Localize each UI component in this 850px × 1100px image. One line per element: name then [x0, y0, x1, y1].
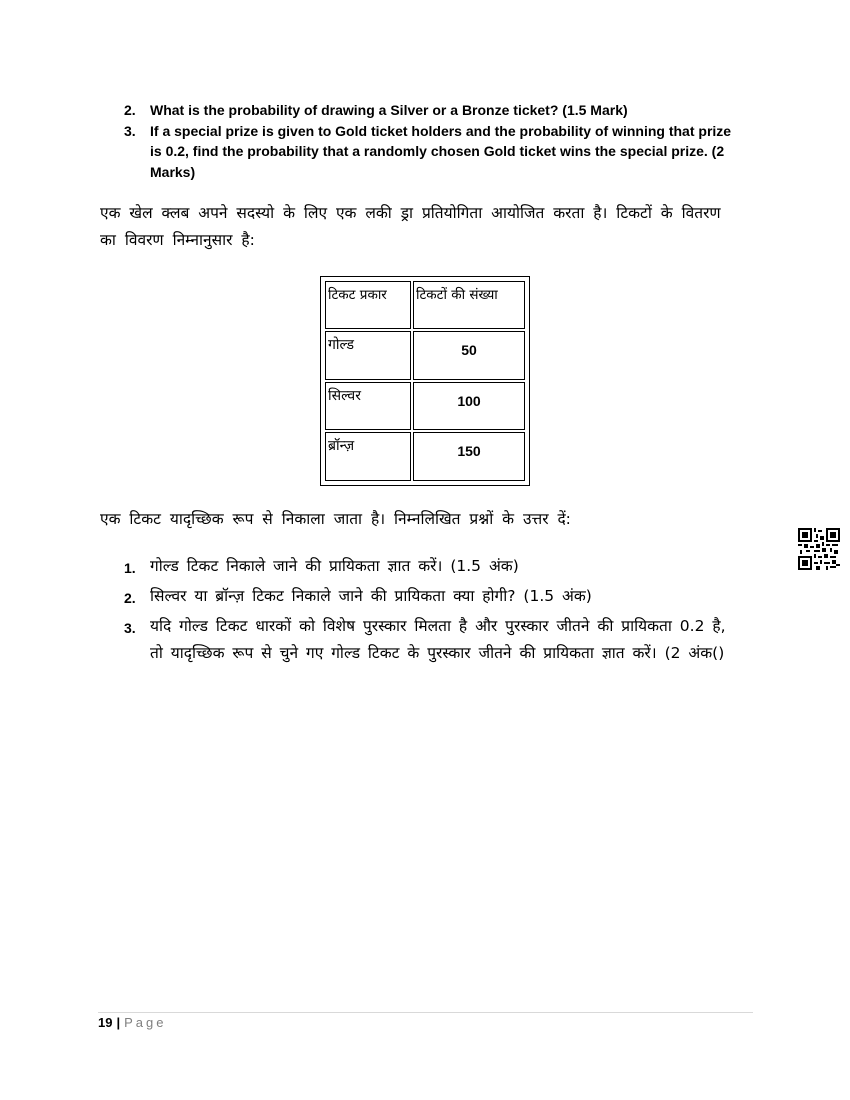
ticket-distribution-table [323, 279, 527, 483]
question-number: 2. [124, 102, 136, 118]
english-question-list [124, 100, 744, 182]
ticket-type-cell: ब्रॉन्ज़ [325, 432, 411, 481]
ticket-table-frame [320, 276, 530, 486]
question-text: What is the probability of drawing a Silver or a Bronze ticket? (1.5 Mark) [150, 102, 628, 118]
question-number: 1. [124, 560, 136, 576]
table-row [325, 382, 525, 431]
page-label: Page [124, 1015, 167, 1030]
question-number: 2. [124, 590, 136, 606]
list-item [124, 121, 744, 183]
footer-separator: | [116, 1015, 121, 1030]
page-footer [98, 1015, 166, 1030]
question-number: 3. [124, 122, 136, 139]
ticket-type-cell: गोल्ड [325, 331, 411, 380]
hindi-question-list [124, 553, 744, 668]
table-header-row [325, 281, 525, 329]
list-item [124, 613, 744, 667]
column-header-ticket-count: टिकटों की संख्या [413, 281, 525, 329]
footer-divider [98, 1012, 753, 1013]
ticket-count-cell: 100 [413, 382, 525, 431]
ticket-type-cell: सिल्वर [325, 382, 411, 431]
table-row [325, 432, 525, 481]
hindi-instruction-paragraph: एक टिकट यादृच्छिक रूप से निकाला जाता है। निम्नलिखित प्रश्नों के उत्तर दें: [100, 510, 571, 528]
page-number: 19 [98, 1015, 113, 1030]
list-item [124, 583, 744, 612]
ticket-count-cell: 50 [413, 331, 525, 380]
question-number: 3. [124, 620, 136, 636]
ticket-count-cell: 150 [413, 432, 525, 481]
hindi-intro-paragraph: एक खेल क्लब अपने सदस्यो के लिए एक लकी ड्रा प्रतियोगिता आयोजित करता है। टिकटों के वितरण का विवरण निम्नानुसार है: [100, 204, 721, 249]
qr-code-icon [798, 528, 840, 570]
table-row [325, 331, 525, 380]
question-text: If a special prize is given to Gold ticket holders and the probability of winning that prize is 0.2, find the probability that a randomly chosen Gold ticket wins the special prize. (2 Marks) [150, 122, 732, 180]
list-item [124, 553, 744, 582]
question-text: यदि गोल्ड टिकट धारकों को विशेष पुरस्कार मिलता है और पुरस्कार जीतने की प्रायिकता 0.2 है, तो यादृच्छिक रूप से चुने गए गोल्ड टिकट के पुरस्कार जीतने की प्रायिकता ज्ञात करें। (2 अंक() [150, 617, 726, 662]
list-item [124, 100, 744, 121]
question-text: गोल्ड टिकट निकाले जाने की प्रायिकता ज्ञात करें। (1.5 अंक) [150, 557, 519, 575]
column-header-ticket-type: टिकट प्रकार [325, 281, 411, 329]
question-text: सिल्वर या ब्रॉन्ज़ टिकट निकाले जाने की प्रायिकता क्या होगी? (1.5 अंक) [150, 587, 592, 605]
